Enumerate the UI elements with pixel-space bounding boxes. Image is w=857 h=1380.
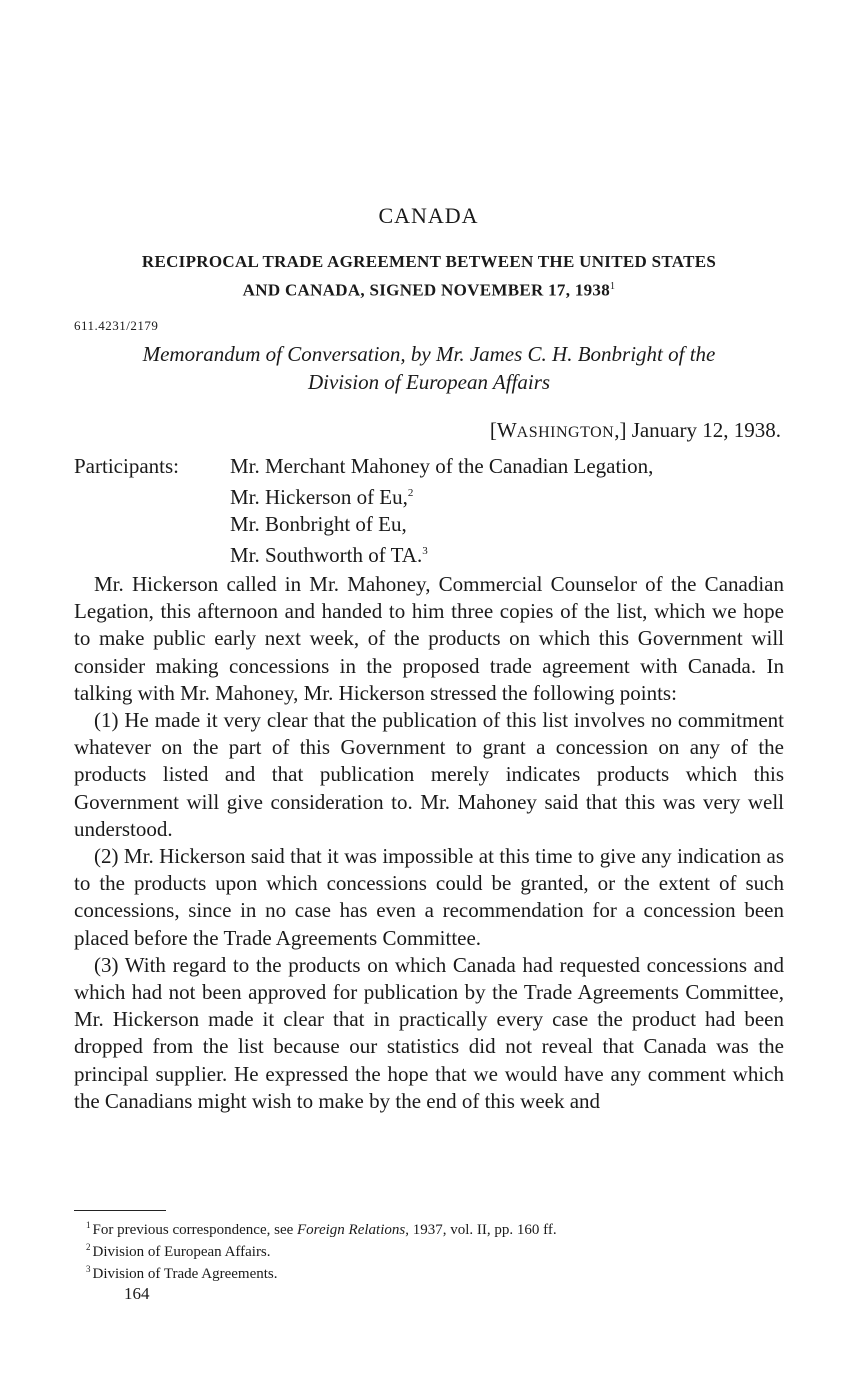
footnote-ref-2: 2 [407,487,414,499]
footnote-ref-3: 3 [422,545,428,557]
participants-label: Participants: [74,454,179,478]
participant: Mr. Hickerson of Eu,$^2$ [230,485,414,509]
footnote: $^3$ Division of Trade Agreements. [86,1264,278,1282]
dateline: [WASHINGTON,] January 12, 1938. [489,418,781,442]
participant: Mr. Merchant Mahoney of the Canadian Legation, [230,454,654,478]
participant: Mr. Southworth of TA.$^3$ [230,543,428,567]
memo-title [74,340,784,396]
heading-line-1: RECIPROCAL TRADE AGREEMENT BETWEEN THE UNITED STATES [141,252,717,271]
page-number: 164 [124,1284,150,1303]
memo-title-line-2: Division of European Affairs [307,370,551,394]
memo-body [74,571,784,1115]
date: January 12, 1938. [631,418,781,442]
footnote-ref-1: 1 [610,281,616,292]
paragraph: Mr. Hickerson called in Mr. Mahoney, Commercial Counselor of the Canadian Legation, this afternoon and handed to him three copies of the list, which we hope to make public early next week, of the products on which this Government will consider making concessions in the proposed trade agreement with Canada. In talking with Mr. Mahoney, Mr. Hickerson stressed the following points: [74,572,784,705]
footnote: $^1$ For previous correspondence, see Foreign Relations, 1937, vol. II, pp. 160 ff. [86,1220,557,1238]
document-heading [74,249,784,303]
footnote: $^2$ Division of European Affairs. [86,1242,271,1260]
paragraph: (1) He made it very clear that the publication of this list involves no commitment whatever on the part of this Government to grant a concession on any of the products listed and that publication merely indicates products which this Government will give consideration to. Mr. Mahoney said that this was very well understood. [74,708,784,841]
paragraph: (3) With regard to the products on which Canada had requested concessions and which had not been approved for publication by the Trade Agreements Committee, Mr. Hickerson made it clear that in practically every case the product had been dropped from the list because our statistics did not reveal that Canada was the principal supplier. He expressed the hope that we would have any comment which the Canadians might wish to make by the end of this week and [74,952,784,1113]
footnotes [74,1217,784,1283]
memo-title-line-1: Memorandum of Conversation, by Mr. James C. H. Bonbright of the [142,342,716,366]
section-title: CANADA [378,203,479,228]
paragraph: (2) Mr. Hickerson said that it was impossible at this time to give any indication as to the products upon which concessions could be granted, or the extent of such concessions, since in no case has even a recommendation for a concession been placed before the Trade Agreements Committee. [74,844,784,950]
heading-line-2: AND CANADA, SIGNED NOVEMBER 17, 1938$^1$ [242,280,616,300]
participants-list [230,453,790,569]
participant: Mr. Bonbright of Eu, [230,512,407,536]
file-number: 611.4231/2179 [74,318,159,333]
footnote-divider [74,1210,166,1211]
